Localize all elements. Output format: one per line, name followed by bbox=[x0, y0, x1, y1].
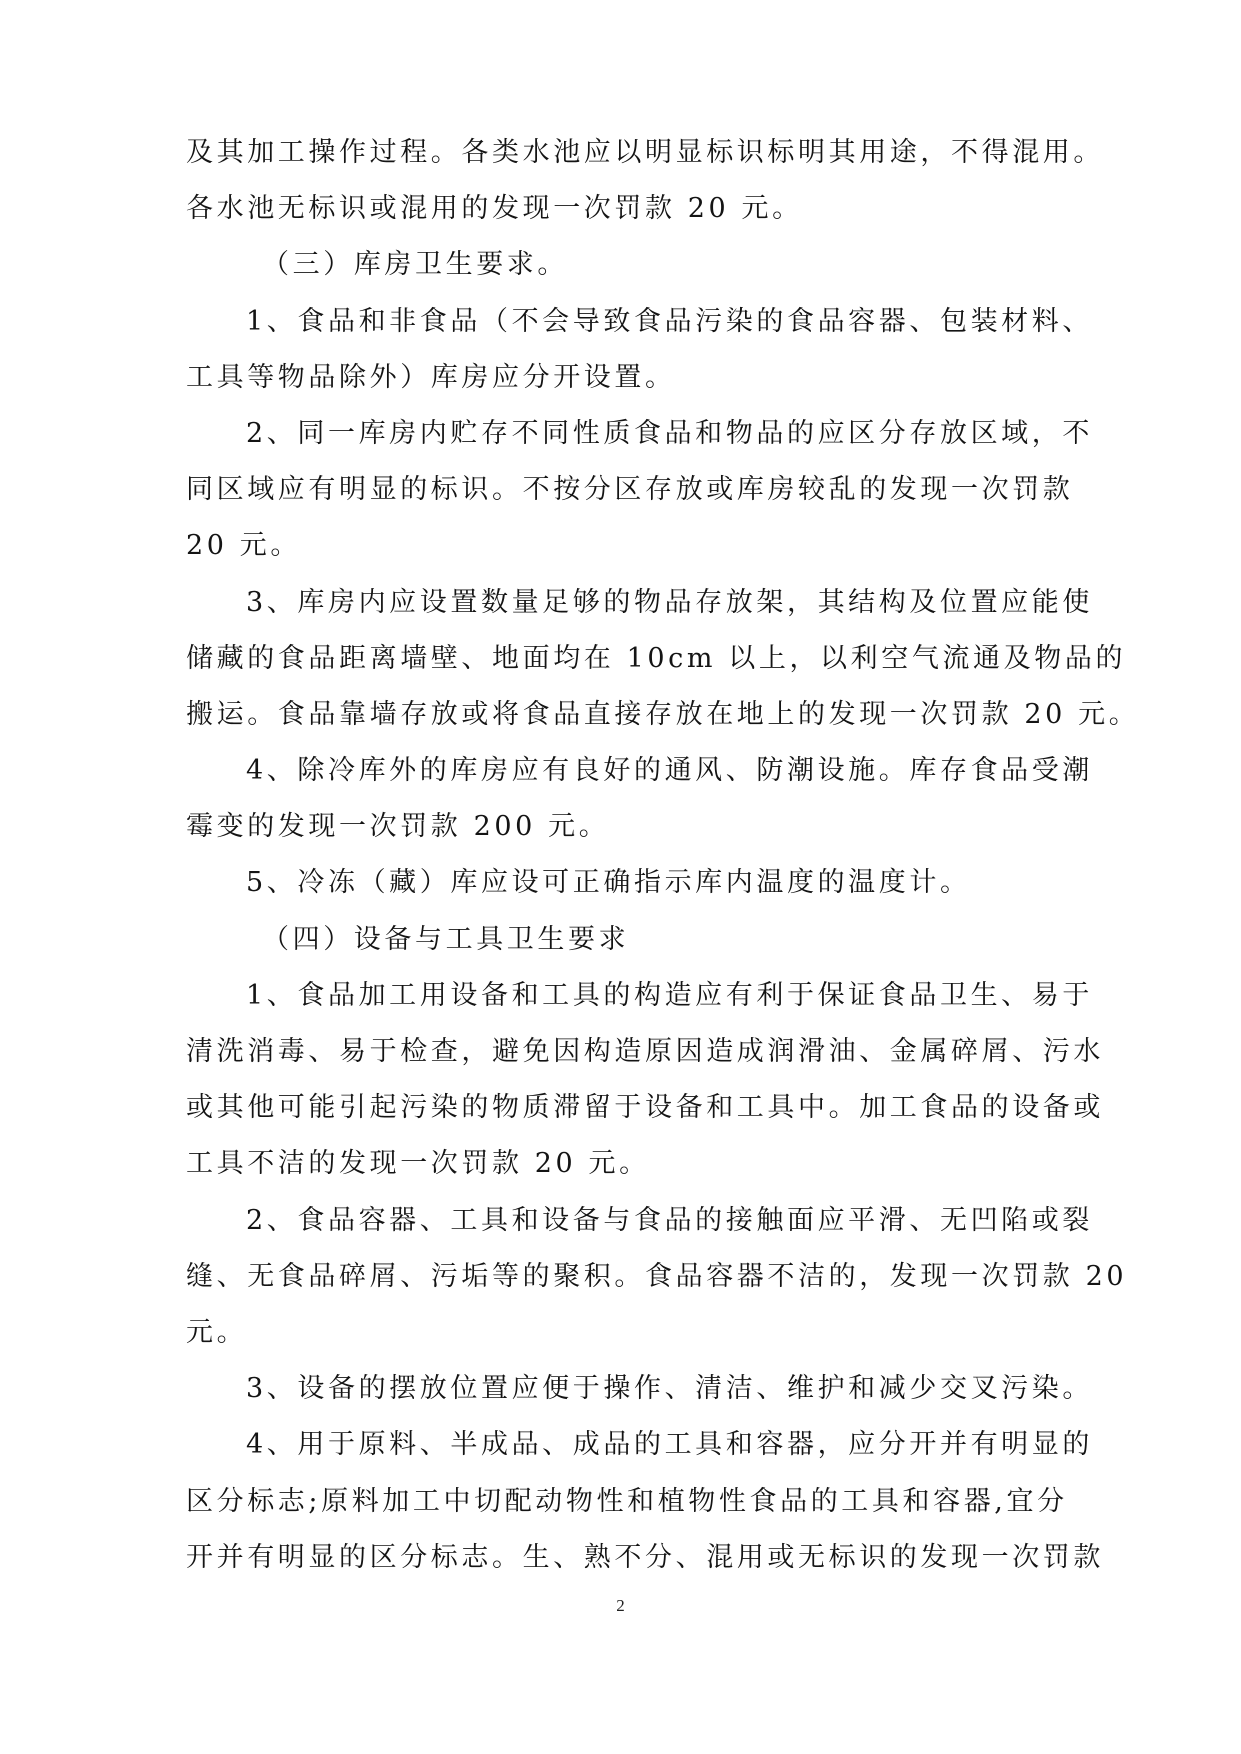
text-line: 搬运。食品靠墙存放或将食品直接存放在地上的发现一次罚款 20 元。 bbox=[186, 698, 1140, 730]
text-line: 区分标志;原料加工中切配动物性和植物性食品的工具和容器,宜分 bbox=[186, 1485, 1068, 1517]
text-line: 4、用于原料、半成品、成品的工具和容器，应分开并有明显的 bbox=[246, 1429, 1093, 1461]
text-line: 4、除冷库外的库房应有良好的通风、防潮设施。库存食品受潮 bbox=[246, 755, 1093, 787]
text-line: 工具等物品除外）库房应分开设置。 bbox=[186, 361, 676, 393]
text-line: 2、食品容器、工具和设备与食品的接触面应平滑、无凹陷或裂 bbox=[246, 1204, 1093, 1236]
text-line: 各水池无标识或混用的发现一次罚款 20 元。 bbox=[186, 193, 803, 225]
text-line: 1、食品和非食品（不会导致食品污染的食品容器、包装材料、 bbox=[246, 305, 1093, 337]
text-line: 或其他可能引起污染的物质滞留于设备和工具中。加工食品的设备或 bbox=[186, 1092, 1104, 1124]
section-heading: （四）设备与工具卫生要求 bbox=[262, 923, 630, 955]
text-line: 2、同一库房内贮存不同性质食品和物品的应区分存放区域，不 bbox=[246, 417, 1093, 449]
text-line: 20 元。 bbox=[186, 530, 301, 562]
text-line: 开并有明显的区分标志。生、熟不分、混用或无标识的发现一次罚款 bbox=[186, 1541, 1104, 1573]
text-line: 及其加工操作过程。各类水池应以明显标识标明其用途，不得混用。 bbox=[186, 137, 1104, 168]
text-line: 1、食品加工用设备和工具的构造应有利于保证食品卫生、易于 bbox=[246, 979, 1093, 1011]
text-line: 霉变的发现一次罚款 200 元。 bbox=[186, 811, 610, 843]
body-text bbox=[186, 125, 1140, 1586]
text-line: 清洗消毒、易于检查，避免因构造原因造成润滑油、金属碎屑、污水 bbox=[186, 1036, 1104, 1067]
section-heading: （三）库房卫生要求。 bbox=[262, 249, 568, 281]
text-line: 缝、无食品碎屑、污垢等的聚积。食品容器不洁的，发现一次罚款 20 bbox=[186, 1260, 1128, 1292]
text-line: 元。 bbox=[186, 1316, 248, 1348]
text-line: 3、设备的摆放位置应便于操作、清洁、维护和减少交叉污染。 bbox=[246, 1373, 1093, 1405]
text-line: 3、库房内应设置数量足够的物品存放架，其结构及位置应能使 bbox=[246, 586, 1093, 618]
text-line: 储藏的食品距离墙壁、地面均在 10cm 以上，以利空气流通及物品的 bbox=[186, 642, 1127, 674]
text-line: 同区域应有明显的标识。不按分区存放或库房较乱的发现一次罚款 bbox=[186, 474, 1074, 506]
page-number: 2 bbox=[616, 1596, 625, 1615]
text-line: 工具不洁的发现一次罚款 20 元。 bbox=[186, 1148, 650, 1180]
text-line: 5、冷冻（藏）库应设可正确指示库内温度的温度计。 bbox=[246, 867, 971, 899]
